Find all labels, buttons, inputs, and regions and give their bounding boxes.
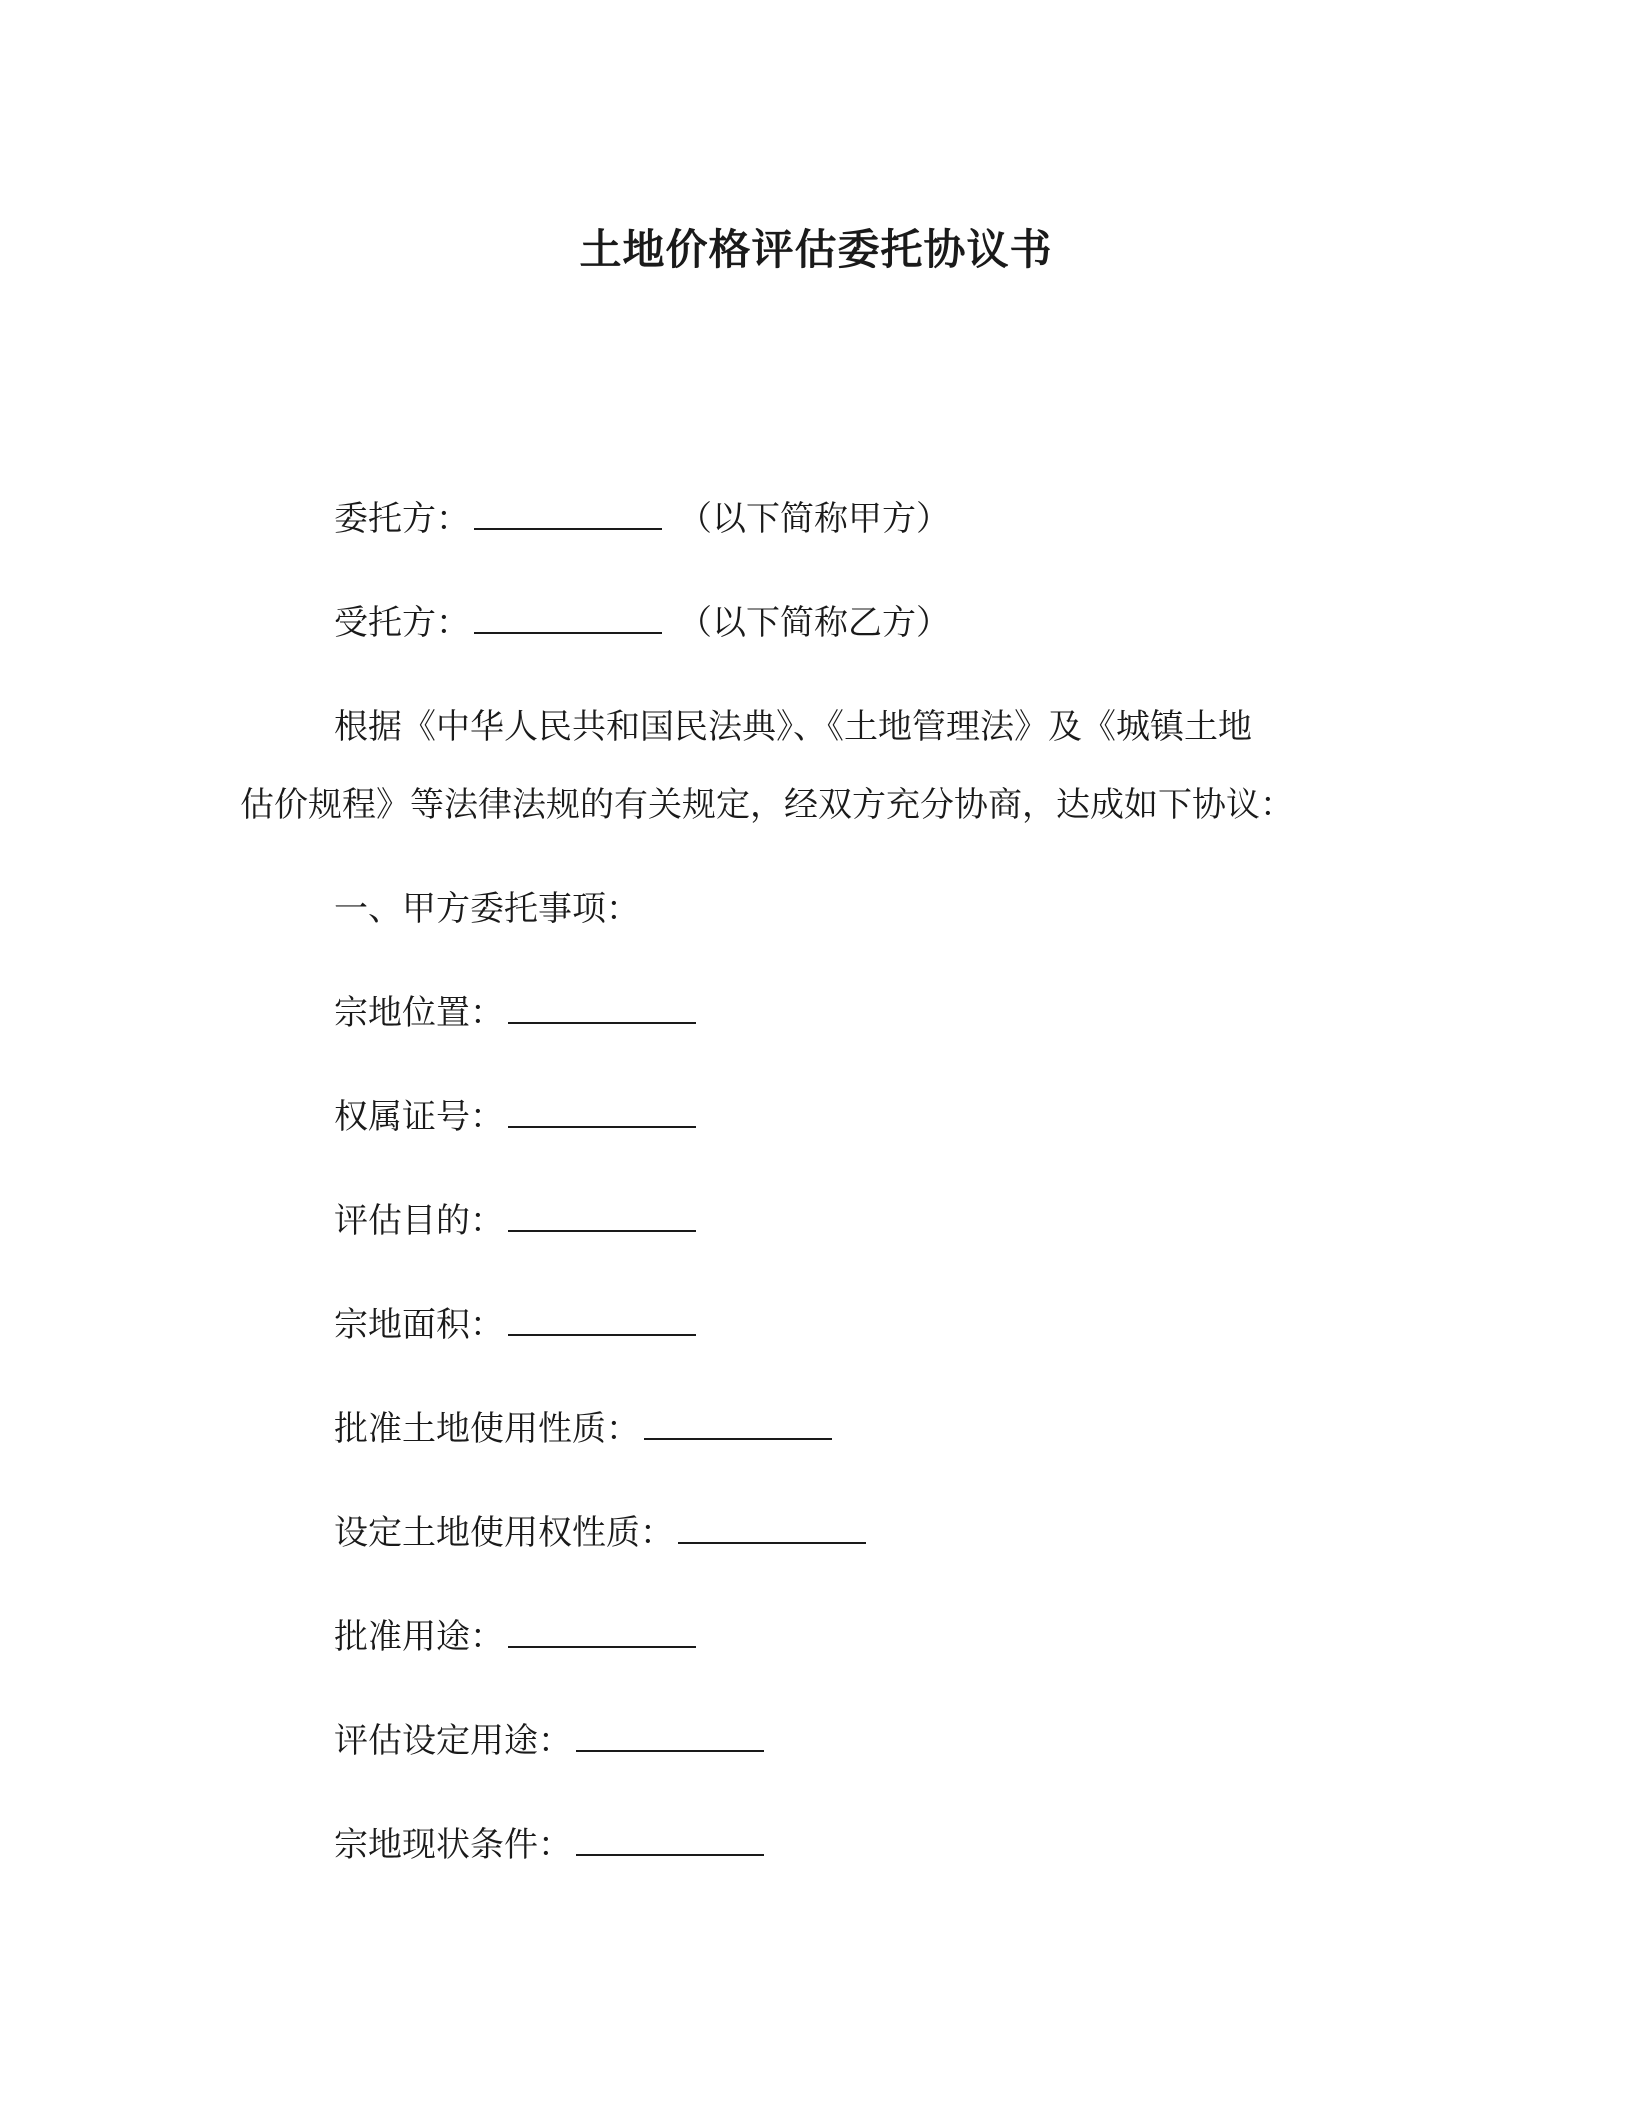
field-blank[interactable] — [508, 1198, 696, 1232]
preamble-line-2: 估价规程》等法律法规的有关规定，经双方充分协商，达成如下协议： — [240, 785, 1294, 825]
field-title-certificate — [334, 1094, 702, 1140]
field-label: 权属证号： — [334, 1097, 504, 1137]
field-blank[interactable] — [508, 1094, 696, 1128]
field-blank[interactable] — [508, 1302, 696, 1336]
field-set-right-nature — [334, 1510, 872, 1556]
field-blank[interactable] — [576, 1718, 764, 1752]
field-land-location — [334, 990, 702, 1036]
party-client-note: （以下简称甲方） — [678, 499, 950, 539]
field-label: 设定土地使用权性质： — [334, 1513, 674, 1553]
preamble-line-1: 根据《中华人民共和国民法典》、《土地管理法》及《城镇土地 — [334, 707, 1252, 747]
party-client-label: 委托方： — [334, 499, 470, 539]
party-client-line — [334, 496, 950, 542]
field-approved-use — [334, 1614, 702, 1660]
section-1-heading: 一、甲方委托事项： — [334, 889, 640, 929]
party-agent-line — [334, 600, 950, 646]
field-land-area — [334, 1302, 702, 1348]
field-label: 评估目的： — [334, 1201, 504, 1241]
field-blank[interactable] — [508, 990, 696, 1024]
field-label: 批准土地使用性质： — [334, 1409, 640, 1449]
party-client-blank[interactable] — [474, 496, 662, 530]
field-blank[interactable] — [678, 1510, 866, 1544]
field-purpose — [334, 1198, 702, 1244]
field-assessed-use — [334, 1718, 770, 1764]
field-label: 宗地现状条件： — [334, 1825, 572, 1865]
party-agent-label: 受托方： — [334, 603, 470, 643]
field-blank[interactable] — [576, 1822, 764, 1856]
field-label: 批准用途： — [334, 1617, 504, 1657]
party-agent-blank[interactable] — [474, 600, 662, 634]
field-blank[interactable] — [508, 1614, 696, 1648]
field-blank[interactable] — [644, 1406, 832, 1440]
party-agent-note: （以下简称乙方） — [678, 603, 950, 643]
field-label: 宗地位置： — [334, 993, 504, 1033]
field-current-condition — [334, 1822, 770, 1868]
field-label: 评估设定用途： — [334, 1721, 572, 1761]
field-approved-use-nature — [334, 1406, 838, 1452]
document-title: 土地价格评估委托协议书 — [579, 225, 1053, 274]
field-label: 宗地面积： — [334, 1305, 504, 1345]
